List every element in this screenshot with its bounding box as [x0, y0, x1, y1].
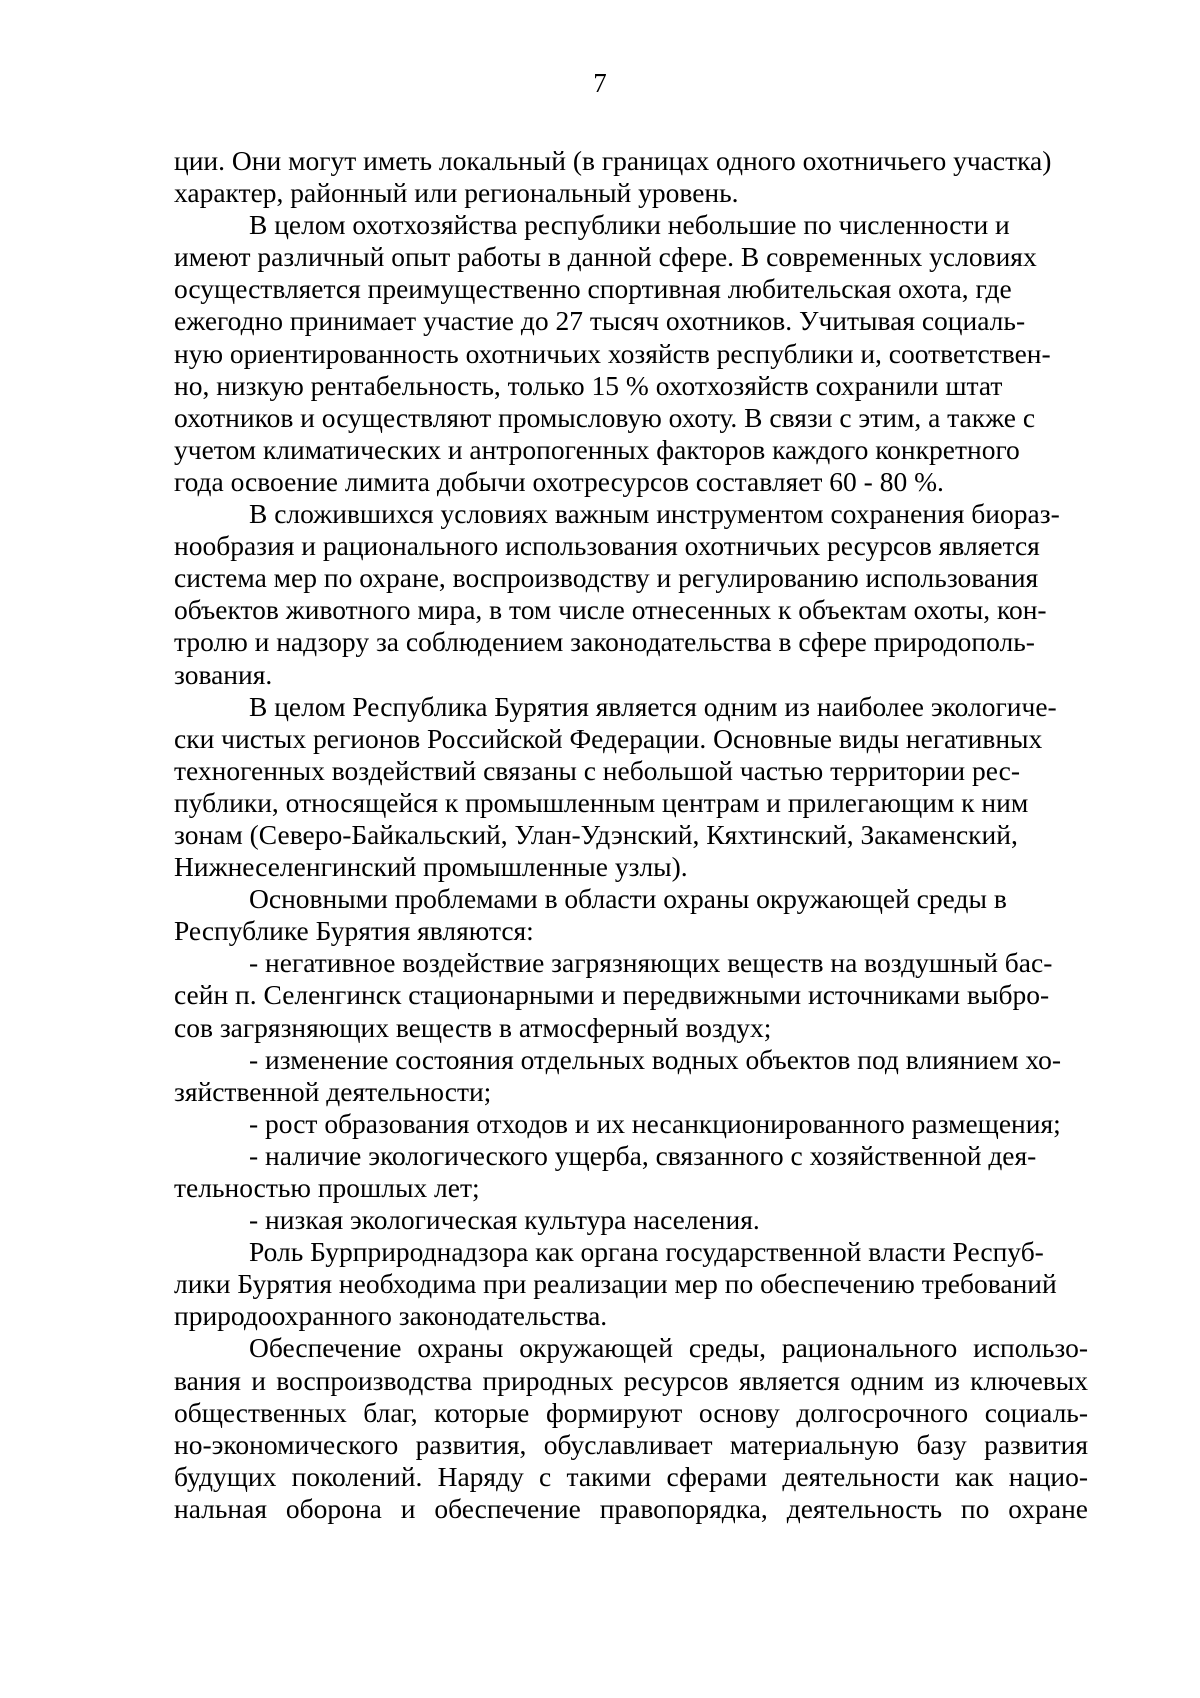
- paragraph-role-agency: Роль Бурприроднадзора как органа государственной власти Респуб- лики Бурятия необходима при реализации мер по обеспечению требований природоохранного законодательства.: [174, 1236, 1057, 1332]
- list-item-water-bodies: - изменение состояния отдельных водных объектов под влиянием хо- зяйственной деятельности;: [174, 1043, 1062, 1107]
- paragraph-biodiversity: В сложившихся условиях важным инструментом сохранения биораз- нообразия и рационального использования охотничьих ресурсов является система мер по охране, воспроизводству и регулированию использования объектов животного мира, в том числе отнесенных к объектам охоты, кон- тролю и надзору за соблюдением законодательства в сфере природополь- зования.: [174, 498, 1060, 690]
- paragraph-hunting-farms: В целом охотхозяйства республики небольшие по численности и имеют различный опыт работы в данной сфере. В современных условиях осуществляется преимущественно спортивная любительская охота, где ежегодно принимает участие до 27 тысяч охотников. Учитывая социаль- ную ориентированность охотничьих хозяйств республики и, соответствен- но, низкую рентабельность, только 15 % охотхозяйств сохранили штат охотников и осуществляют промысловую охоту. В связи с этим, а также с учетом климатических и антропогенных факторов каждого конкретного года освоение лимита добычи охотресурсов составляет 60 - 80 %.: [174, 209, 1051, 497]
- list-item-air-pollution: - негативное воздействие загрязняющих веществ на воздушный бас- сейн п. Селенгинск стационарными и передвижными источниками выбро- сов загрязняющих веществ в атмосферный воздух;: [174, 947, 1053, 1043]
- paragraph-ecology-region: В целом Республика Бурятия является одним из наиболее экологиче- ски чистых регионов Российской Федерации. Основные виды негативных техногенных воздействий связаны с небольшой частью территории рес- публики, относящейся к промышленным центрам и прилегающим к ним зонам (Северо-Байкальский, Улан-Удэнский, Кяхтинский, Закаменский, Нижнеселенгинский промышленные узлы).: [174, 690, 1057, 883]
- page-number: 7: [593, 68, 607, 98]
- paragraph-problems-intro: Основными проблемами в области охраны окружающей среды в Республике Бурятия являются:: [174, 883, 1007, 947]
- paragraph-environmental-protection: Обеспечение охраны окружающей среды, рационального использо- вания и воспроизводства природных ресурсов является одним из ключевых общественных благ, которые формируют основу долгосрочного социаль- но-экономического развития, обуславливает материальную базу развития будущих поколений. Наряду с такими сферами деятельности как нацио- нальная оборона и обеспечение правопорядка, деятельность по охране: [174, 1332, 1088, 1524]
- paragraph-continuation: ции. Они могут иметь локальный (в границах одного охотничьего участка) характер, районный или региональный уровень.: [174, 145, 1052, 209]
- list-item-waste: - рост образования отходов и их несанкционированного размещения;: [249, 1107, 1061, 1139]
- list-item-ecological-culture: - низкая экологическая культура населения.: [249, 1204, 760, 1236]
- list-item-past-damage: - наличие экологического ущерба, связанного с хозяйственной дея- тельностью прошлых лет;: [174, 1139, 1037, 1203]
- body-text: [174, 145, 1088, 1525]
